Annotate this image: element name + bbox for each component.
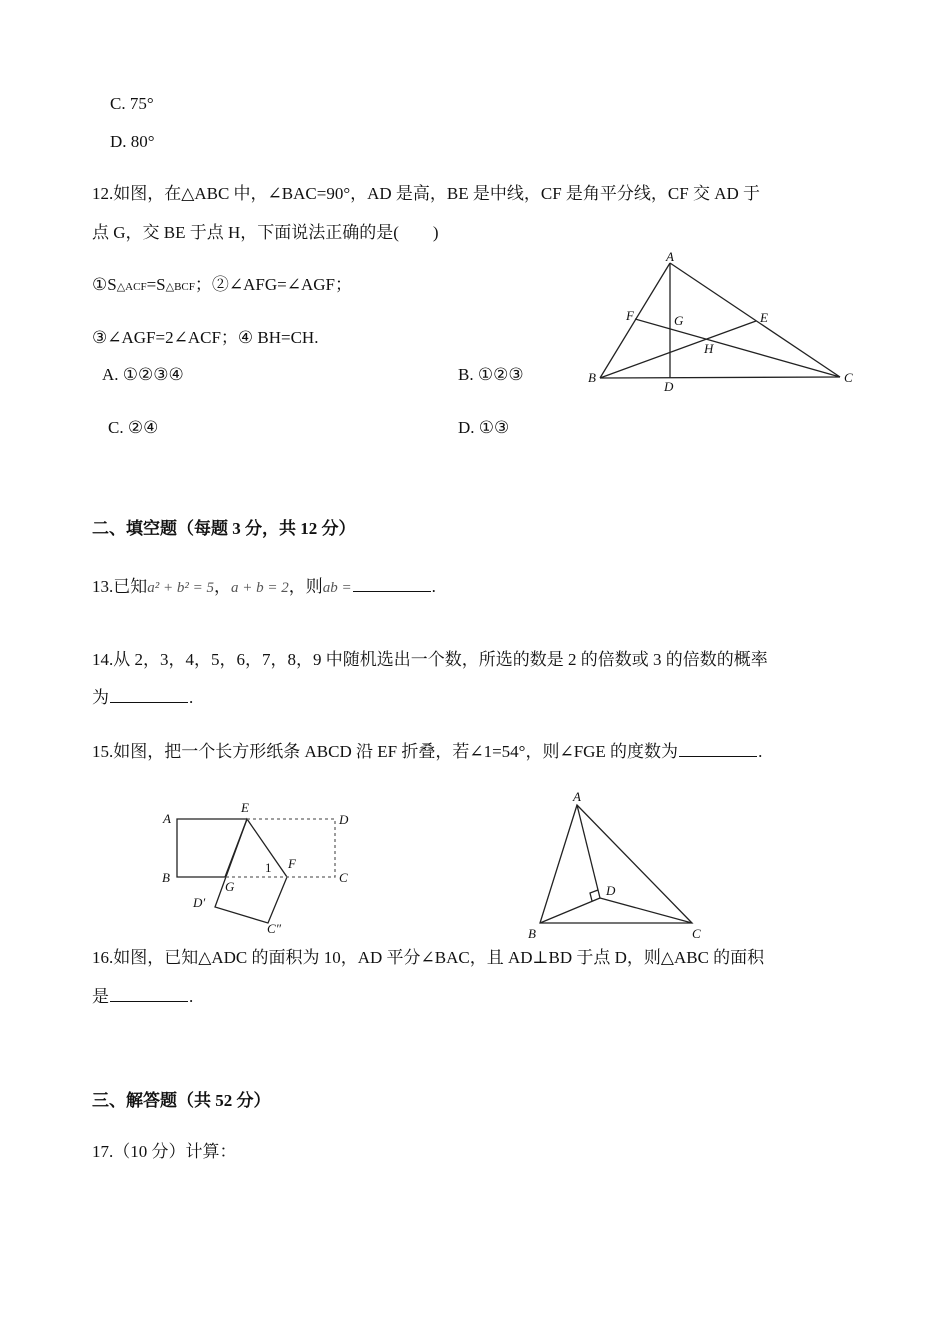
q16-end: . bbox=[189, 987, 194, 1006]
q15-label-one: 1 bbox=[265, 860, 272, 875]
q15-label-e: E bbox=[241, 800, 249, 815]
q12-statement-3-4: ③∠AGF=2∠ACF；④ BH=CH. bbox=[92, 328, 319, 347]
q12-seg-bc bbox=[600, 377, 840, 378]
q12-option-a: A. ①②③④ bbox=[102, 365, 184, 384]
q13-end: . bbox=[431, 577, 436, 596]
q12-s1-sub2: △BCF bbox=[165, 281, 195, 293]
q16-triangle-figure bbox=[520, 785, 720, 945]
q16-label-c: C bbox=[692, 926, 701, 941]
q12-label-a: A bbox=[666, 249, 674, 264]
q15-text: 15.如图，把一个长方形纸条 ABCD 沿 EF 折叠，若∠1=54°，则∠FGE 的度数为 bbox=[92, 742, 679, 761]
q15-label-d: D bbox=[339, 812, 349, 827]
q12-s1-a: ①S bbox=[92, 275, 117, 294]
q12-label-b: B bbox=[588, 370, 596, 385]
q15-label-d-prime: D′ bbox=[193, 895, 206, 910]
q16-label-a: A bbox=[573, 789, 581, 804]
section3-title: 三、解答题（共 52 分） bbox=[92, 1091, 271, 1110]
q12-label-f: F bbox=[626, 308, 634, 323]
q12-option-d: D. ①③ bbox=[458, 418, 510, 437]
q12-statement-1-2 bbox=[92, 273, 352, 299]
q16-seg-ad bbox=[577, 805, 600, 898]
q15-label-g: G bbox=[225, 879, 235, 894]
q12-label-e: E bbox=[760, 310, 768, 325]
q16-triangle-abc bbox=[540, 805, 692, 923]
q15-label-c: C bbox=[339, 870, 348, 885]
q12-seg-ac bbox=[670, 263, 840, 377]
q16-seg-dc bbox=[600, 898, 692, 923]
q15-end: . bbox=[758, 742, 763, 761]
q12-stem-line2: 点 G，交 BE 于点 H，下面说法正确的是( ) bbox=[92, 223, 439, 242]
q16-answer-blank[interactable] bbox=[110, 985, 188, 1002]
q15-answer-blank[interactable] bbox=[679, 740, 757, 757]
q16-prefix: 是 bbox=[92, 987, 109, 1006]
q12-s1-c: ；②∠AFG=∠AGF； bbox=[194, 275, 352, 294]
q13-then: ，则 bbox=[288, 577, 323, 596]
q15-line bbox=[92, 740, 762, 764]
q12-label-h: H bbox=[704, 341, 714, 356]
q14-line2 bbox=[92, 686, 193, 710]
q15-dotted-original bbox=[225, 819, 335, 877]
q12-label-g: G bbox=[674, 313, 684, 328]
q16-seg-bd bbox=[540, 898, 600, 923]
q15-label-a: A bbox=[163, 811, 171, 826]
q13-sep: ， bbox=[214, 577, 231, 596]
q12-seg-ab bbox=[600, 263, 670, 378]
q13-expr3: ab = bbox=[322, 580, 352, 596]
q12-s1-sub1: △ACF bbox=[116, 281, 147, 293]
q16-line1: 16.如图，已知△ADC 的面积为 10，AD 平分∠BAC，且 AD⊥BD 于点 D，则△ABC 的面积 bbox=[92, 948, 765, 967]
q16-line2 bbox=[92, 985, 193, 1009]
q13-answer-blank[interactable] bbox=[353, 575, 431, 592]
q14-prefix: 为 bbox=[92, 688, 109, 707]
q16-label-d: D bbox=[606, 883, 616, 898]
q12-triangle-figure bbox=[582, 248, 862, 398]
q17-text: 17.（10 分）计算： bbox=[92, 1142, 237, 1161]
q12-label-d: D bbox=[664, 379, 674, 394]
q12-option-b: B. ①②③ bbox=[458, 365, 524, 384]
q13-prefix: 13.已知 bbox=[92, 577, 148, 596]
q12-option-c: C. ②④ bbox=[108, 418, 159, 437]
q16-label-b: B bbox=[528, 926, 536, 941]
q15-label-c-double-prime: C″ bbox=[267, 921, 282, 936]
q14-answer-blank[interactable] bbox=[110, 686, 188, 703]
q15-folded-strip-figure bbox=[155, 795, 370, 940]
q13-line bbox=[92, 575, 436, 600]
q14-line1: 14.从 2，3，4，5，6，7，8，9 中随机选出一个数，所选的数是 2 的倍数或 3 的倍数的概率 bbox=[92, 650, 768, 669]
q12-seg-be bbox=[600, 321, 756, 378]
q15-label-b: B bbox=[162, 870, 170, 885]
q12-s1-b: =S bbox=[146, 275, 166, 294]
q13-expr2: a + b = 2 bbox=[231, 580, 289, 596]
section2-title: 二、填空题（每题 3 分，共 12 分） bbox=[92, 519, 356, 538]
q11-option-c: C. 75° bbox=[110, 94, 154, 113]
q12-label-c: C bbox=[844, 370, 853, 385]
q12-stem-line1: 12.如图，在△ABC 中，∠BAC=90°，AD 是高，BE 是中线，CF 是角平分线，CF 交 AD 于 bbox=[92, 184, 761, 203]
q13-expr1: a² + b² = 5 bbox=[147, 580, 214, 596]
q15-folded-part bbox=[215, 819, 287, 923]
q14-end: . bbox=[189, 688, 194, 707]
q15-label-f: F bbox=[288, 856, 296, 871]
q11-option-d: D. 80° bbox=[110, 132, 155, 151]
